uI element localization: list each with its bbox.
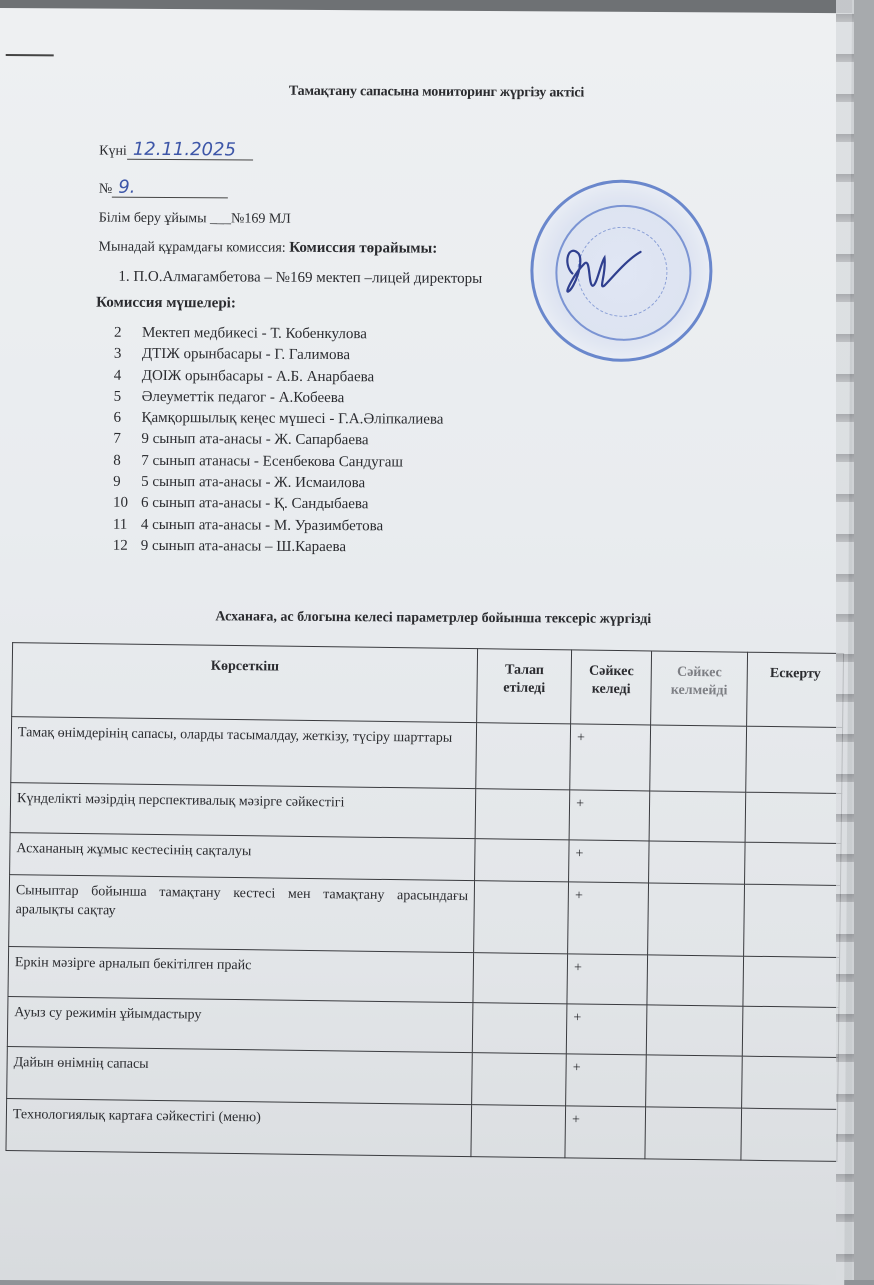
organization-value: №169 МЛ <box>230 211 291 227</box>
chair-heading: Комиссия төрайымы: <box>289 239 438 257</box>
list-item: 11 4 сынып ата-анасы - М. Уразимбетова <box>112 516 384 535</box>
signature-icon <box>554 233 644 304</box>
number-field <box>98 176 228 199</box>
table-header-row <box>12 643 844 728</box>
commission-chair: 1. П.О.Алмагамбетова – №169 мектеп –лицей директоры <box>118 268 483 287</box>
list-item: 10 6 сынып ата-анасы - Қ. Сандыбаева <box>112 495 369 513</box>
table-row: Асхананың жұмыс кестесінің сақталуы + <box>10 833 841 886</box>
corner-mark <box>6 54 54 56</box>
members-heading: Комиссия мүшелері: <box>96 294 236 312</box>
document-page <box>0 8 852 1285</box>
list-item: 2 Мектеп медбикесі - Т. Кобенкулова <box>113 324 367 343</box>
inspection-table <box>5 642 844 1162</box>
members-list <box>113 323 444 559</box>
background-right <box>852 0 874 1280</box>
list-item: 4 ДОІЖ орынбасары - А.Б. Анарбаева <box>113 367 375 385</box>
table-row: Дайын өнімнің сапасы + <box>7 1047 839 1110</box>
date-label: Күні <box>99 143 127 159</box>
header-compliant: Сәйкес келеді <box>571 650 652 725</box>
list-item: 8 7 сынып атанасы - Есенбекова Сандугаш <box>113 452 404 471</box>
header-indicator: Көрсеткіш <box>12 643 478 723</box>
commission-intro-text: Мынадай құрамдағы комиссия: <box>98 239 290 256</box>
table-row: Сыныптар бойынша тамақтану кестесі мен тамақтану арасындағы аралықты сақтау + <box>9 875 841 958</box>
section-title: Асханаға, ас блогына келесі параметрлер бойынша тексеріс жүргізді <box>215 609 652 627</box>
table-row: Күнделікті мәзірдің перспективалық мәзірге сәйкестігі + <box>10 783 842 844</box>
table-row: Ауыз су режимін ұйымдастыру + <box>7 997 839 1058</box>
table-row: Тамақ өнімдерінің сапасы, оларды тасымалдау, жеткізу, түсіру шарттары + <box>11 717 843 794</box>
table-row: Технологиялық картаға сәйкестігі (меню) + <box>6 1099 838 1162</box>
number-value: 9. <box>112 179 228 199</box>
header-required: Талап етіледі <box>477 649 572 724</box>
table-row: Еркін мәзірге арналып бекітілген прайс + <box>8 947 840 1008</box>
number-label: № <box>98 181 113 197</box>
organization-field <box>99 211 291 228</box>
document-title: Тамақтану сапасына мониторинг жүргізу актісі <box>288 83 585 101</box>
date-value: 12.11.2025 <box>127 141 253 161</box>
list-item: 12 9 сынып ата-анасы – Ш.Караева <box>112 537 347 556</box>
list-item: 6 Қамқоршылық кеңес мүшесі - Г.А.Әліпкалиева <box>113 409 444 428</box>
date-field <box>99 138 253 161</box>
list-item: 3 ДТІЖ орынбасары - Г. Галимова <box>113 345 351 364</box>
header-note: Ескерту <box>747 652 844 727</box>
page-edge-shadow <box>836 0 854 1280</box>
organization-label: Білім беру ұйымы ___ <box>98 210 232 227</box>
list-item: 7 9 сынып ата-анасы - Ж. Сапарбаева <box>113 431 369 449</box>
header-noncompliant: Сәйкес келмейді <box>651 651 748 726</box>
commission-intro <box>98 239 437 258</box>
list-item: 5 Әлеуметтік педагог - А.Кобеева <box>113 388 345 407</box>
list-item: 9 5 сынып ата-анасы - Ж. Исмаилова <box>113 473 366 492</box>
